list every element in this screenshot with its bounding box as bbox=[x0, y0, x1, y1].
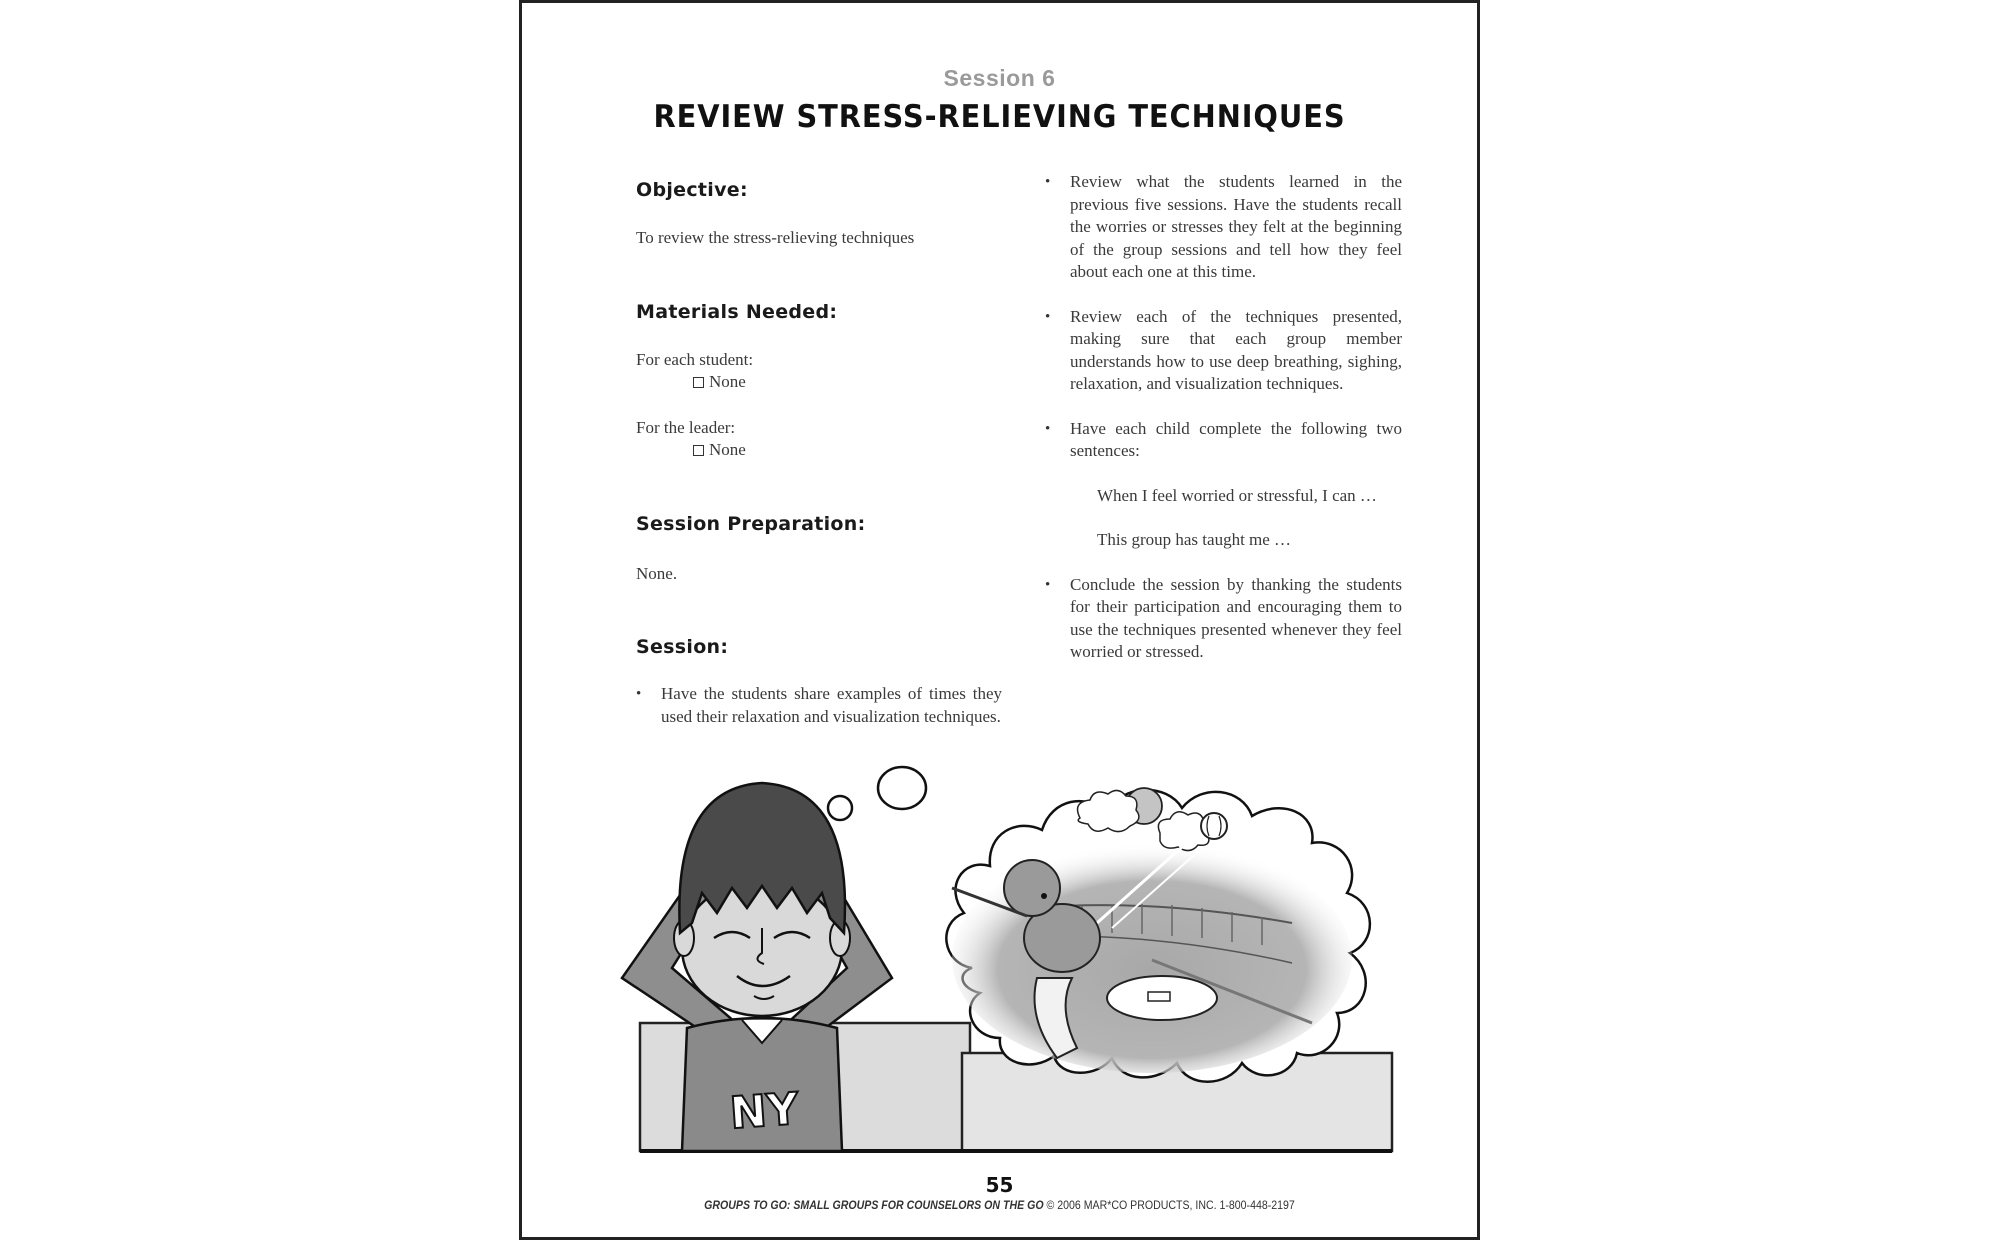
materials-leader-item bbox=[693, 439, 746, 462]
closing-step bbox=[1045, 574, 1402, 664]
materials-student-item-label: None bbox=[709, 372, 746, 391]
sentence-prompt: When I feel worried or stressful, I can … bbox=[1097, 485, 1377, 505]
preparation-heading: Session Preparation: bbox=[636, 513, 866, 535]
checkbox-icon bbox=[693, 377, 704, 388]
session-label: Session 6 bbox=[943, 65, 1056, 91]
copyright-footer bbox=[560, 1200, 1439, 1212]
materials-leader-label: For the leader: bbox=[636, 418, 736, 437]
daydream-illustration bbox=[592, 738, 1472, 1158]
right-column bbox=[1045, 171, 1402, 686]
worksheet-page bbox=[519, 0, 1480, 1240]
list-item-text: Conclude the session by thanking the students for their participation and encouraging them to use the techniques presented whenever they feel worried or stressed. bbox=[1070, 574, 1402, 661]
list-item-text: Review what the students learned in the previous five sessions. Have the students recall the worries or stresses they felt at the beginning of the group sessions and tell how they feel about each one at this time. bbox=[1070, 172, 1402, 281]
session-bullets bbox=[636, 683, 1002, 728]
list-item bbox=[1045, 171, 1402, 284]
list-item-text: Have each child complete the following two sentences: bbox=[1070, 418, 1402, 460]
shirt-logo: NY bbox=[728, 1083, 801, 1140]
materials-student-label: For each student: bbox=[636, 350, 754, 369]
copyright-text: © 2006 MAR*CO PRODUCTS, INC. 1-800-448-2197 bbox=[1046, 1200, 1295, 1212]
list-item-text: Review each of the techniques presented, making sure that each group member understands how to use deep breathing, sighing, relaxation, and visualization techniques. bbox=[1070, 306, 1402, 393]
list-item bbox=[1045, 574, 1402, 664]
thought-bubble-medium bbox=[878, 767, 926, 809]
thought-bubble-small bbox=[828, 796, 852, 820]
bullet-icon: • bbox=[1045, 576, 1051, 593]
materials-student-item bbox=[693, 371, 746, 394]
materials-leader-item-label: None bbox=[709, 440, 746, 459]
session-steps bbox=[1045, 171, 1402, 463]
checkbox-icon bbox=[693, 445, 704, 456]
preparation-text: None. bbox=[636, 564, 678, 583]
book-title: GROUPS TO GO: SMALL GROUPS FOR COUNSELORS ON THE GO bbox=[704, 1200, 1044, 1212]
objective-text: To review the stress-relieving techniques bbox=[636, 228, 915, 247]
bullet-icon: • bbox=[1045, 308, 1051, 325]
page-title: REVIEW STRESS-RELIEVING TECHNIQUES bbox=[653, 99, 1346, 135]
baseball-icon bbox=[1201, 813, 1227, 839]
sentence-prompt: This group has taught me … bbox=[1097, 530, 1292, 549]
session-heading: Session: bbox=[636, 636, 729, 658]
list-item bbox=[1045, 306, 1402, 396]
objective-heading: Objective: bbox=[636, 179, 748, 201]
list-item bbox=[1045, 418, 1402, 463]
bullet-icon: • bbox=[636, 686, 642, 702]
list-item-text: Have the students share examples of times they used their relaxation and visualization techniques. bbox=[661, 684, 1002, 726]
materials-heading: Materials Needed: bbox=[636, 301, 838, 323]
bullet-icon: • bbox=[1045, 174, 1051, 190]
page-number: 55 bbox=[985, 1173, 1014, 1197]
bullet-icon: • bbox=[1045, 420, 1051, 437]
list-item bbox=[636, 683, 1002, 728]
